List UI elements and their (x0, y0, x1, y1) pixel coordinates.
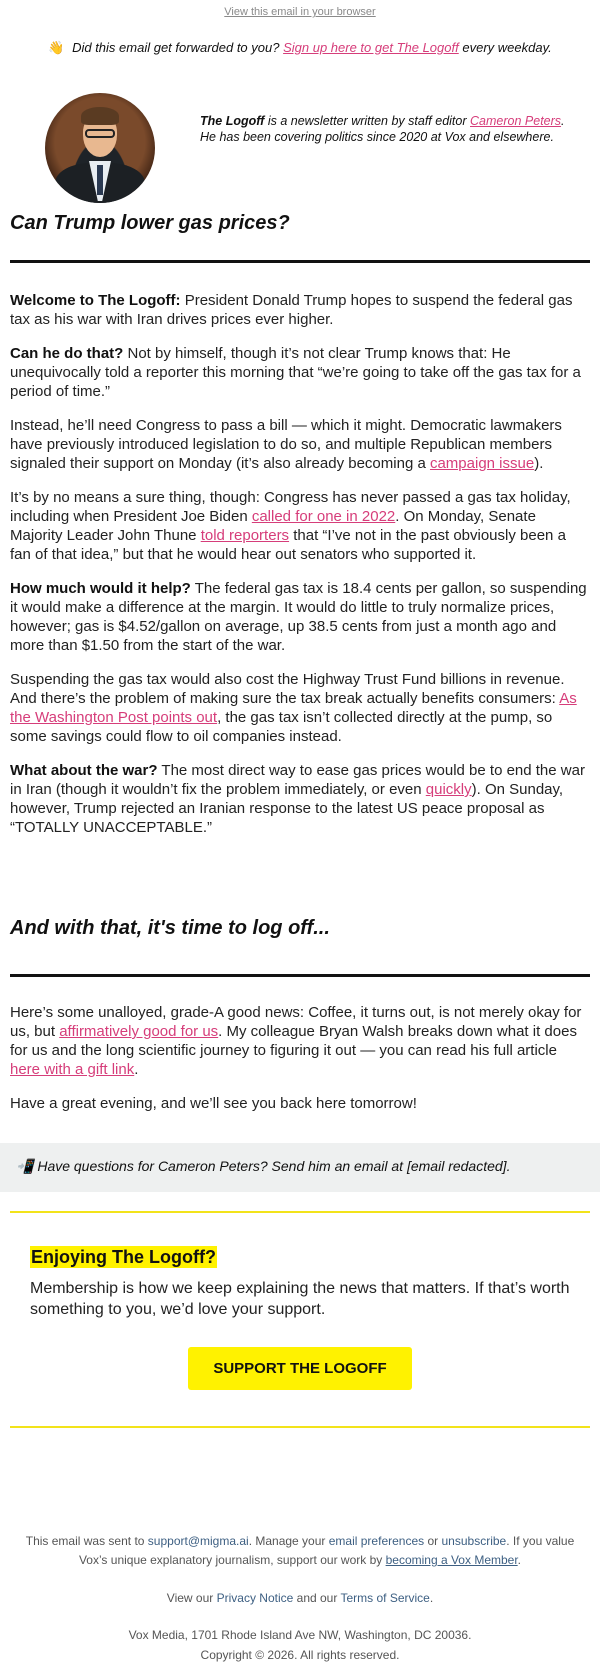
paragraph: Can he do that? Not by himself, though it’s not clear Trump knows that: He unequivocally told a reporter this morning that “we’re going to take off the gas tax for a period of time.” (10, 345, 581, 400)
washington-post-link[interactable]: As the Washington Post points out (10, 690, 577, 726)
footer-notice: This email was sent to support@migma.ai. Manage your email preferences or unsubscribe. If you value Vox’s unique explanatory journalism, support our work by becoming a Vox Member. (25, 1534, 575, 1567)
told-reporters-link[interactable]: told reporters (200, 527, 290, 544)
contact-banner (0, 1143, 600, 1192)
vox-member-link[interactable]: becoming a Vox Member (385, 1553, 518, 1567)
called-for-one-link[interactable]: called for one in 2022 (251, 508, 396, 525)
mobile-phone-icon: 📲 (16, 1158, 34, 1174)
paragraph: Instead, he’ll need Congress to pass a bill — which it might. Democratic lawmakers have previously introduced legislation to do so, and multiple Republican members signaled their support on Monday (it’s also already becoming a campaign issue). (10, 417, 562, 472)
section-divider (10, 974, 590, 977)
footer-address: Vox Media, 1701 Rhode Island Ave NW, Washington, DC 20036. (128, 1628, 472, 1642)
author-bio (200, 113, 565, 145)
newsletter-name: The Logoff (200, 114, 265, 128)
membership-text: Membership is how we keep explaining the news that matters. If that’s worth something to you, we’d love your support. (30, 1280, 570, 1318)
forward-suffix: every weekday. (462, 40, 552, 55)
footer-legal: View our Privacy Notice and our Terms of Service. (166, 1591, 434, 1605)
author-bio-text-2: . He has been covering politics since 2020 at Vox and elsewhere. (200, 114, 565, 144)
campaign-issue-link[interactable]: campaign issue (429, 455, 535, 472)
paragraph-lead: Can he do that? (10, 345, 124, 362)
privacy-notice-link[interactable]: Privacy Notice (216, 1591, 294, 1605)
paragraph-lead: What about the war? (10, 762, 158, 779)
author-name-link[interactable]: Cameron Peters (470, 114, 562, 128)
terms-link[interactable]: Terms of Service (340, 1591, 430, 1605)
quickly-link[interactable]: quickly (425, 781, 472, 798)
author-avatar (45, 93, 155, 203)
author-bio-text: is a newsletter written by staff editor (267, 114, 467, 128)
recipient-email-link[interactable]: support@migma.ai (147, 1534, 249, 1548)
forward-banner (0, 40, 600, 56)
logoff-headline: And with that, it's time to log off... (10, 917, 330, 939)
paragraph: Welcome to The Logoff: President Donald Trump hopes to suspend the federal gas tax as his war with Iran drives prices ever higher. (10, 292, 573, 328)
paragraph-lead: Welcome to The Logoff: (10, 292, 181, 309)
signup-link[interactable]: Sign up here to get The Logoff (283, 40, 459, 55)
contact-text: 📲 Have questions for Cameron Peters? Send him an email at [email redacted]. (16, 1158, 511, 1174)
article-headline: Can Trump lower gas prices? (10, 212, 290, 234)
view-in-browser-link[interactable]: View this email in your browser (224, 6, 376, 18)
support-button[interactable]: SUPPORT THE LOGOFF (188, 1347, 412, 1390)
paragraph: What about the war? The most direct way to ease gas prices would be to end the war in Iran (though it wouldn’t fix the problem immediately, or even quickly). On Sunday, however, Trump rejected an Iranian response to the latest US peace proposal as “TOTALLY UNACCEPTABLE.” (10, 762, 585, 836)
paragraph: How much would it help? The federal gas tax is 18.4 cents per gallon, so suspending it would make a difference at the margin. It would do little to truly normalize prices, however; gas is $4.52/gallon on average, up 38.5 cents from just a month ago and more than $1.50 from the start of the war. (10, 580, 587, 654)
membership-title: Enjoying The Logoff? (31, 1247, 216, 1267)
paragraph-lead: How much would it help? (10, 580, 191, 597)
yellow-divider (10, 1211, 590, 1213)
email-preferences-link[interactable]: email preferences (328, 1534, 425, 1548)
logoff-body (10, 1003, 590, 1128)
waving-hand-icon: 👋 (48, 40, 65, 55)
section-divider (10, 260, 590, 263)
forward-text: Did this email get forwarded to you? (72, 40, 280, 55)
paragraph: Here’s some unalloyed, grade-A good news: Coffee, it turns out, is not merely okay for us, but affirmatively good for us. My colleague Bryan Walsh breaks down what it does for us and the long scientific journey to figuring it out — you can read his full article here with a gift link. (10, 1004, 582, 1078)
footer-copyright: Copyright © 2026. All rights reserved. (200, 1648, 400, 1662)
gift-link[interactable]: here with a gift link (10, 1061, 135, 1078)
paragraph: Have a great evening, and we’ll see you back here tomorrow! (10, 1095, 417, 1112)
article-body (10, 291, 590, 852)
affirmatively-good-link[interactable]: affirmatively good for us (59, 1023, 219, 1040)
author-block (45, 93, 565, 203)
unsubscribe-link[interactable]: unsubscribe (441, 1534, 507, 1548)
yellow-divider (10, 1426, 590, 1428)
paragraph: Suspending the gas tax would also cost the Highway Trust Fund billions in revenue. And there’s the problem of making sure the tax break actually benefits consumers: As the Washington Post points out, the gas tax isn’t collected directly at the pump, so some savings could flow to oil companies instead. (10, 671, 577, 745)
paragraph: It’s by no means a sure thing, though: Congress has never passed a gas tax holiday, including when President Joe Biden called for one in 2022. On Monday, Senate Majority Leader John Thune told reporters that “I’ve not in the past obviously been a fan of that idea,” but that he would hear out senators who supported it. (10, 489, 571, 563)
